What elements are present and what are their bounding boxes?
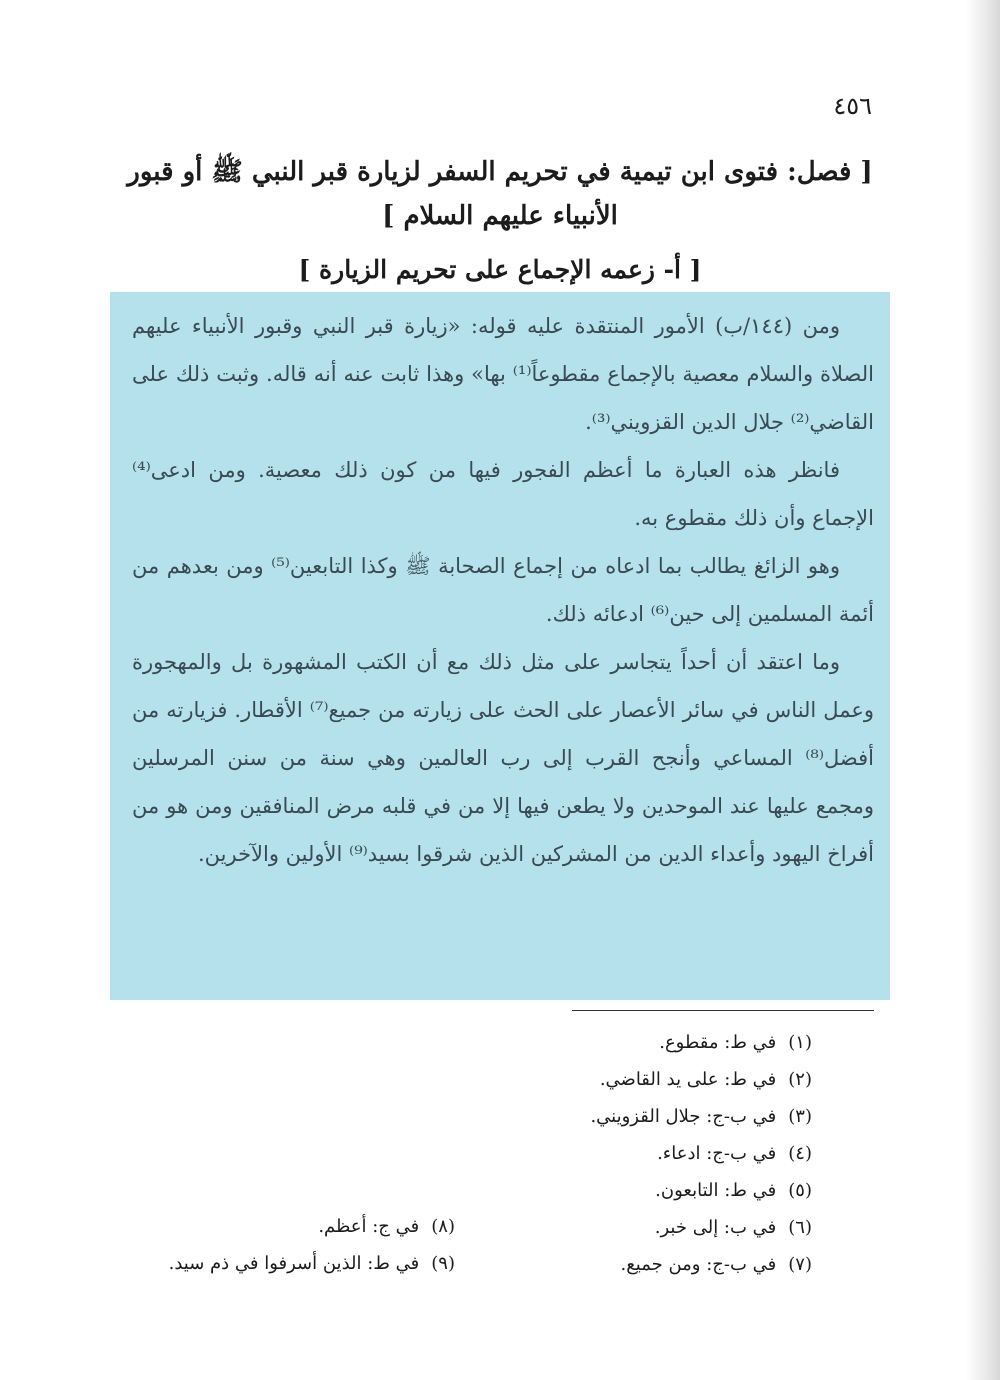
page-edge-shadow — [966, 0, 1000, 1380]
footnote-number: (٢) — [788, 1069, 812, 1090]
page-number: ٤٥٦ — [833, 92, 872, 120]
footnote — [590, 1246, 812, 1283]
footnote-text: في ب: إلى خبر. — [654, 1217, 777, 1238]
main-text — [132, 302, 874, 878]
footnote — [590, 1209, 812, 1246]
chapter-heading-continued: الأنبياء عليهم السلام ] — [382, 201, 618, 231]
chapter-heading: [ فصل: فتوى ابن تيمية في تحريم السفر لزيارة قبر النبي ﷺ أو قبور — [127, 157, 873, 187]
footnote-text: في ط: على يد القاضي. — [599, 1069, 777, 1090]
footnotes-column-right — [590, 1024, 812, 1283]
footnote-number: (٤) — [788, 1143, 812, 1164]
footnote-number: (٥) — [788, 1180, 812, 1201]
footnotes-column-left — [169, 1208, 455, 1282]
paragraph: ومن (١٤٤/ب) الأمور المنتقدة عليه قوله: «زيارة قبر النبي وقبور الأنبياء عليهم الصلاة والسلام معصية بالإجماع مقطوعاً⁽¹⁾ بها» وهذا ثابت عنه أنه قاله. وثبت ذلك على القاضي⁽²⁾ جلال الدين القزويني⁽³⁾. — [132, 314, 875, 434]
footnote — [590, 1172, 812, 1209]
footnote — [590, 1024, 812, 1061]
footnote — [590, 1061, 812, 1098]
footnote-number: (٣) — [788, 1106, 812, 1127]
footnote-text: في ط: التابعون. — [655, 1180, 777, 1201]
footnote — [590, 1098, 812, 1135]
footnote-text: في ط: الذين أسرفوا في ذم سيد. — [168, 1253, 420, 1274]
footnote — [169, 1245, 455, 1282]
footnote — [590, 1135, 812, 1172]
footnote-number: (٧) — [788, 1254, 812, 1275]
paragraph: وما اعتقد أن أحداً يتجاسر على مثل ذلك مع أن الكتب المشهورة بل والمهجورة وعمل الناس في سائر الأعصار على الحث على زيارته من جميع⁽⁷⁾ الأقطار. فزيارته من أفضل⁽⁸⁾ المساعي وأنجح القرب إلى رب العالمين وهي سنة من سنن المرسلين ومجمع عليها عند الموحدين ولا يطعن فيها إلا من في قلبه مرض المنافقين ومن هو من أفراخ اليهود وأعداء الدين من المشركين الذين شرقوا بسيد⁽⁹⁾ الأولين والآخرين. — [132, 650, 875, 866]
paragraph: وهو الزائغ يطالب بما ادعاه من إجماع الصحابة ﷺ وكذا التابعين⁽⁵⁾ ومن بعدهم من أئمة المسلمين إلى حين⁽⁶⁾ ادعائه ذلك. — [132, 554, 874, 626]
footnote — [169, 1208, 455, 1245]
footnote-text: في ب-ج: ومن جميع. — [620, 1254, 777, 1275]
footnote-number: (٨) — [431, 1216, 455, 1237]
footnote-separator — [572, 1010, 874, 1011]
footnote-number: (١) — [788, 1032, 812, 1053]
footnote-text: في ط: مقطوع. — [659, 1032, 777, 1053]
footnote-number: (٩) — [431, 1253, 455, 1274]
footnote-number: (٦) — [788, 1217, 812, 1238]
paragraph: فانظر هذه العبارة ما أعظم الفجور فيها من كون ذلك معصية. ومن ادعى⁽⁴⁾ الإجماع وأن ذلك مقطوع به. — [132, 458, 874, 530]
footnote-text: في ب-ج: ادعاء. — [657, 1143, 777, 1164]
footnote-text: في ب-ج: جلال القزويني. — [590, 1106, 777, 1127]
section-heading: [ أ- زعمه الإجماع على تحريم الزيارة ] — [298, 255, 702, 284]
footnote-text: في ج: أعظم. — [318, 1216, 420, 1237]
